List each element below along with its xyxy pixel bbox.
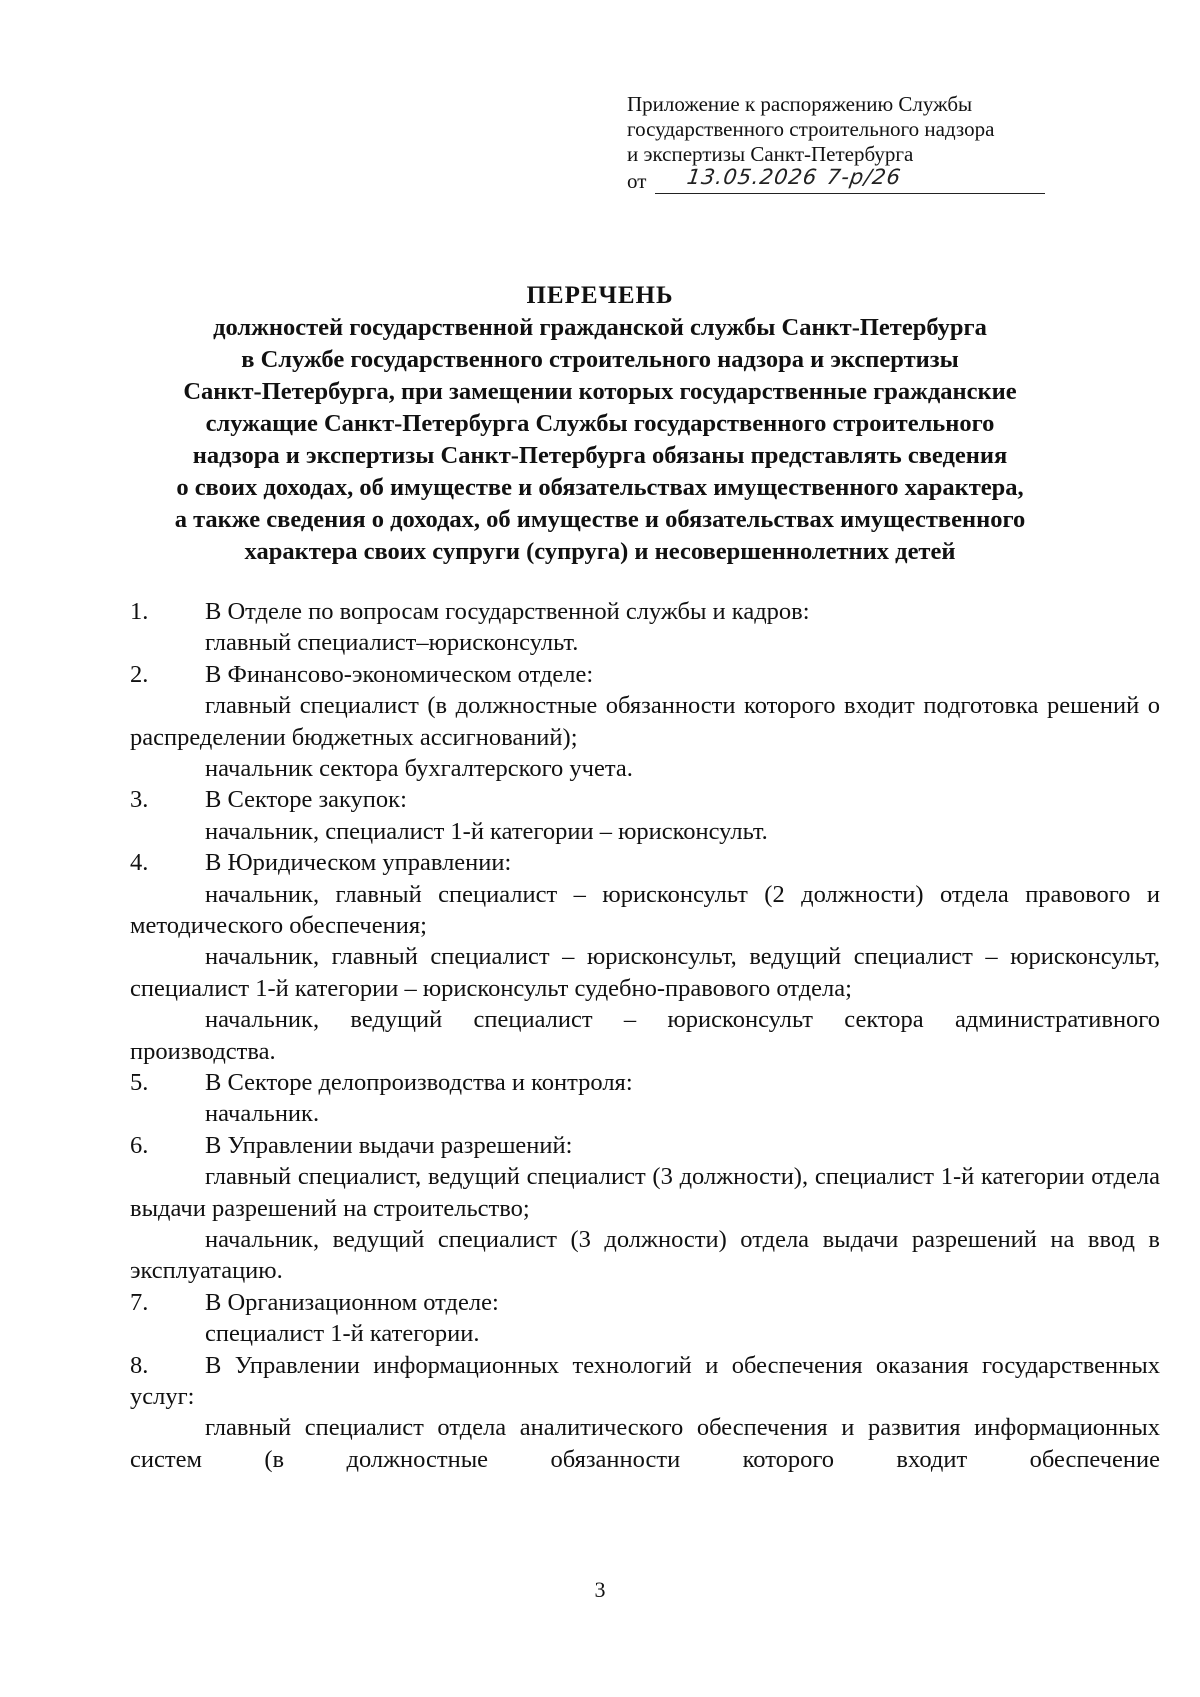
heading-line: служащие Санкт-Петербурга Службы государственного строительного [205,410,995,437]
date-underline [655,193,1045,194]
item-paragraph: начальник, ведущий специалист (3 должности) отдела выдачи разрешений на ввод в эксплуатацию. [130,1225,1160,1285]
item-paragraph: главный специалист отдела аналитического обеспечения и развития информационных систем (в должностные обязанности которого входит обеспечение [130,1414,1160,1473]
appendix-date-line [627,167,1107,197]
list-item-heading [130,1287,1160,1318]
handwritten-number: 7-р/26 [825,165,903,189]
list-item-heading [130,784,1160,815]
heading-line: характера своих супруги (супруга) и несовершеннолетних детей [244,538,956,565]
date-prefix: от [627,169,647,193]
item-number: 7. [130,1288,149,1316]
document-heading [100,280,1100,568]
document-body [130,596,1160,1475]
appendix-line-2: государственного строительного надзора [627,117,995,141]
item-title: В Юридическом управлении: [205,849,512,877]
list-item-heading [130,1350,1160,1413]
page-number: 3 [594,1577,606,1602]
item-number: 4. [130,849,149,877]
handwritten-date: 13.05.2026 [685,165,820,189]
item-paragraph: главный специалист–юрисконсульт. [205,629,579,657]
heading-line: о своих доходах, об имуществе и обязательствах имущественного характера, [176,474,1024,501]
item-title: В Отделе по вопросам государственной службы и кадров: [205,598,810,625]
item-paragraph: начальник. [205,1100,320,1128]
heading-line: а также сведения о доходах, об имуществе и обязательствах имущественного [174,506,1026,533]
list-item-heading [130,1130,1160,1161]
list-item-heading [130,596,1160,627]
item-number: 3. [130,786,149,814]
list-item-heading [130,659,1160,690]
heading-line: в Службе государственного строительного надзора и экспертизы [241,346,959,373]
item-number: 8. [130,1351,149,1379]
item-paragraph: начальник сектора бухгалтерского учета. [205,754,633,782]
item-number: 1. [130,598,149,625]
item-title: В Управлении информационных технологий и обеспечения оказания государственных услуг: [130,1351,1160,1410]
document-title: ПЕРЕЧЕНЬ [526,282,674,309]
heading-line: должностей государственной гражданской службы Санкт-Петербурга [213,314,987,341]
item-paragraph: главный специалист, ведущий специалист (3 должности), специалист 1-й категории отдела выдачи разрешений на строительство; [130,1163,1160,1222]
item-number: 2. [130,660,149,688]
item-title: В Управлении выдачи разрешений: [205,1131,573,1159]
appendix-line-1: Приложение к распоряжению Службы [627,92,973,116]
item-paragraph: начальник, главный специалист – юрисконсульт (2 должности) отдела правового и методического обеспечения; [130,880,1160,939]
item-title: В Секторе делопроизводства и контроля: [205,1068,633,1096]
appendix-line-3: и экспертизы Санкт-Петербурга [627,142,914,166]
list-item-heading [130,1067,1160,1098]
heading-line: Санкт-Петербурга, при замещении которых государственные гражданские [183,378,1017,405]
item-paragraph: главный специалист (в должностные обязанности которого входит подготовка решений о распределении бюджетных ассигнований); [130,692,1160,751]
list-item-heading [130,847,1160,878]
item-paragraph: начальник, главный специалист – юрисконсульт, ведущий специалист – юрисконсульт, специалист 1-й категории – юрисконсульт судебно-правового отдела; [130,943,1160,1002]
item-paragraph: начальник, ведущий специалист – юрисконсульт сектора административного производства. [130,1006,1160,1065]
appendix-block [627,92,1107,197]
item-title: В Секторе закупок: [205,786,407,814]
item-number: 6. [130,1131,149,1159]
heading-line: надзора и экспертизы Санкт-Петербурга обязаны представлять сведения [192,442,1008,469]
item-title: В Организационном отделе: [205,1288,499,1316]
item-paragraph: специалист 1-й категории. [205,1320,480,1348]
item-title: В Финансово-экономическом отделе: [205,660,594,688]
item-paragraph: начальник, специалист 1-й категории – юрисконсульт. [205,817,768,845]
item-number: 5. [130,1068,149,1096]
